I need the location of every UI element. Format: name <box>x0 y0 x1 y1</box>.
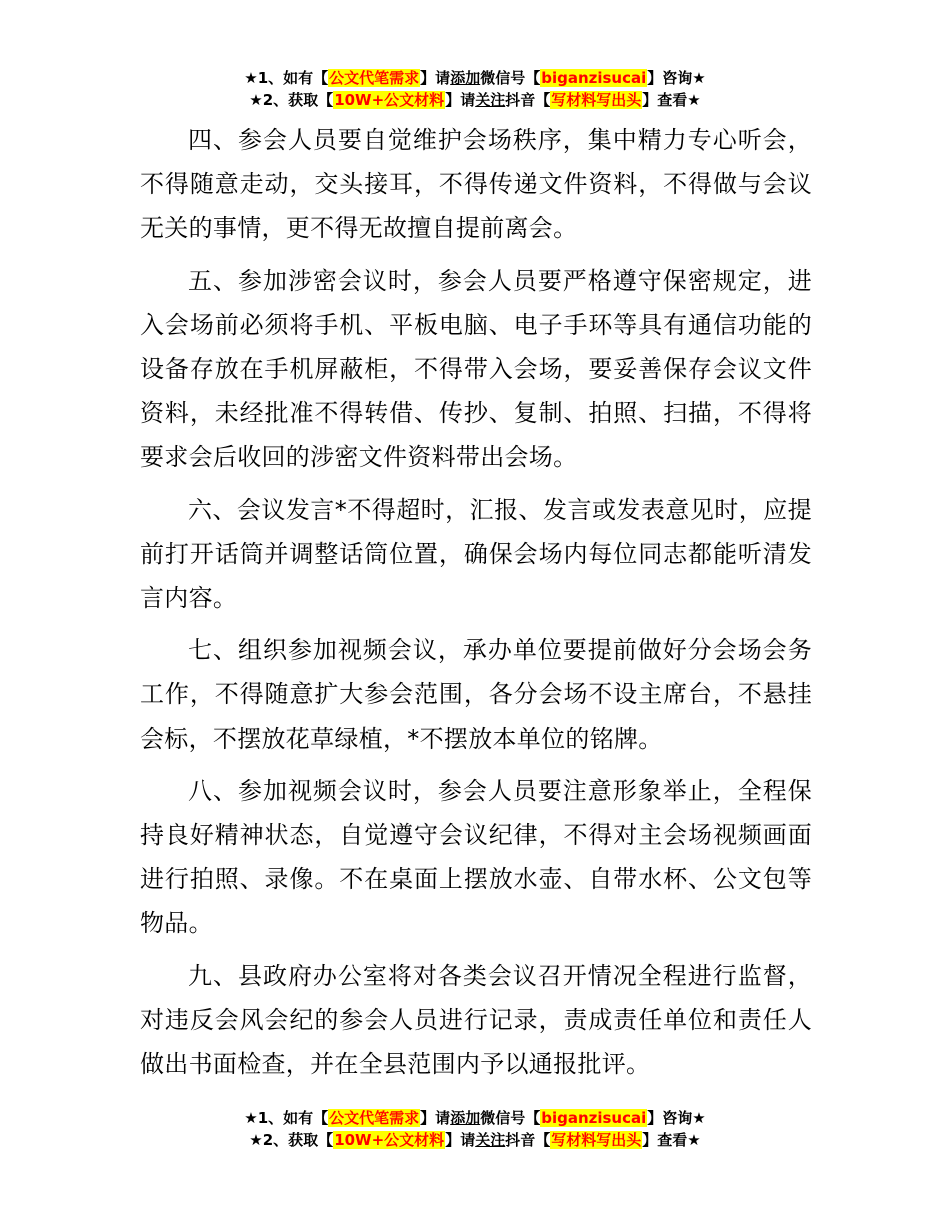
paragraph-6: 六、会议发言*不得超时，汇报、发言或发表意见时，应提前打开话筒并调整话筒位置，确保会场内每位同志都能听清发言内容。 <box>140 495 812 613</box>
banner-text: ★2、获取【 <box>249 1131 334 1149</box>
highlight-service: 公文代笔需求 <box>329 69 420 87</box>
footer-banner <box>0 1107 950 1151</box>
banner-text: 】查看★ <box>642 91 701 109</box>
paragraph-7: 七、组织参加视频会议，承办单位要提前做好分会场会务工作，不得随意扩大参会范围，各分会场不设主席台，不悬挂会标，不摆放花草绿植，*不摆放本单位的铭牌。 <box>140 636 812 753</box>
paragraph-9: 九、县政府办公室将对各类会议召开情况全程进行监督，对违反会风会纪的参会人员进行记录，责成责任单位和责任人做出书面检查，并在全县范围内予以通报批评。 <box>140 961 812 1079</box>
banner-line-2 <box>0 1129 950 1151</box>
underlined-text: 添加 <box>450 69 481 87</box>
banner-text: 】请 <box>420 69 451 87</box>
underlined-text: 关注 <box>475 1131 506 1149</box>
underlined-text: 添加 <box>450 1109 481 1127</box>
highlight-wechat-id: biganzisucai <box>541 69 647 87</box>
banner-text: 】请 <box>420 1109 451 1127</box>
highlight-materials: 10W+公文材料 <box>334 1131 445 1149</box>
banner-text: ★1、如有【 <box>244 69 329 87</box>
paragraph-8: 八、参加视频会议时，参会人员要注意形象举止，全程保持良好精神状态，自觉遵守会议纪律，不得对主会场视频画面进行拍照、录像。不在桌面上摆放水壶、自带水杯、公文包等物品。 <box>140 776 812 938</box>
highlight-douyin-account: 写材料写出头 <box>551 1131 642 1149</box>
document-body <box>140 118 812 1094</box>
banner-text: 抖音【 <box>505 91 551 109</box>
banner-text: 】咨询★ <box>647 69 706 87</box>
paragraph-4: 四、参会人员要自觉维护会场秩序，集中精力专心听会，不得随意走动，交头接耳，不得传递文件资料，不得做与会议无关的事情，更不得无故擅自提前离会。 <box>140 126 812 243</box>
banner-text: ★1、如有【 <box>244 1109 329 1127</box>
banner-text: 微信号【 <box>480 69 541 87</box>
banner-text: 抖音【 <box>505 1131 551 1149</box>
highlight-service: 公文代笔需求 <box>329 1109 420 1127</box>
banner-text: 】查看★ <box>642 1131 701 1149</box>
banner-line-2 <box>0 89 950 111</box>
banner-line-1 <box>0 67 950 89</box>
banner-text: 】请 <box>445 91 476 109</box>
banner-text: ★2、获取【 <box>249 91 334 109</box>
highlight-douyin-account: 写材料写出头 <box>551 91 642 109</box>
banner-text: 微信号【 <box>480 1109 541 1127</box>
underlined-text: 关注 <box>475 91 506 109</box>
highlight-materials: 10W+公文材料 <box>334 91 445 109</box>
highlight-wechat-id: biganzisucai <box>541 1109 647 1127</box>
paragraph-5: 五、参加涉密会议时，参会人员要严格遵守保密规定，进入会场前必须将手机、平板电脑、电子手环等具有通信功能的设备存放在手机屏蔽柜，不得带入会场，要妥善保存会议文件资料，未经批准不得转借、传抄、复制、拍照、扫描，不得将要求会后收回的涉密文件资料带出会场。 <box>140 266 812 472</box>
banner-line-1 <box>0 1107 950 1129</box>
banner-text: 】请 <box>445 1131 476 1149</box>
banner-text: 】咨询★ <box>647 1109 706 1127</box>
header-banner <box>0 67 950 111</box>
